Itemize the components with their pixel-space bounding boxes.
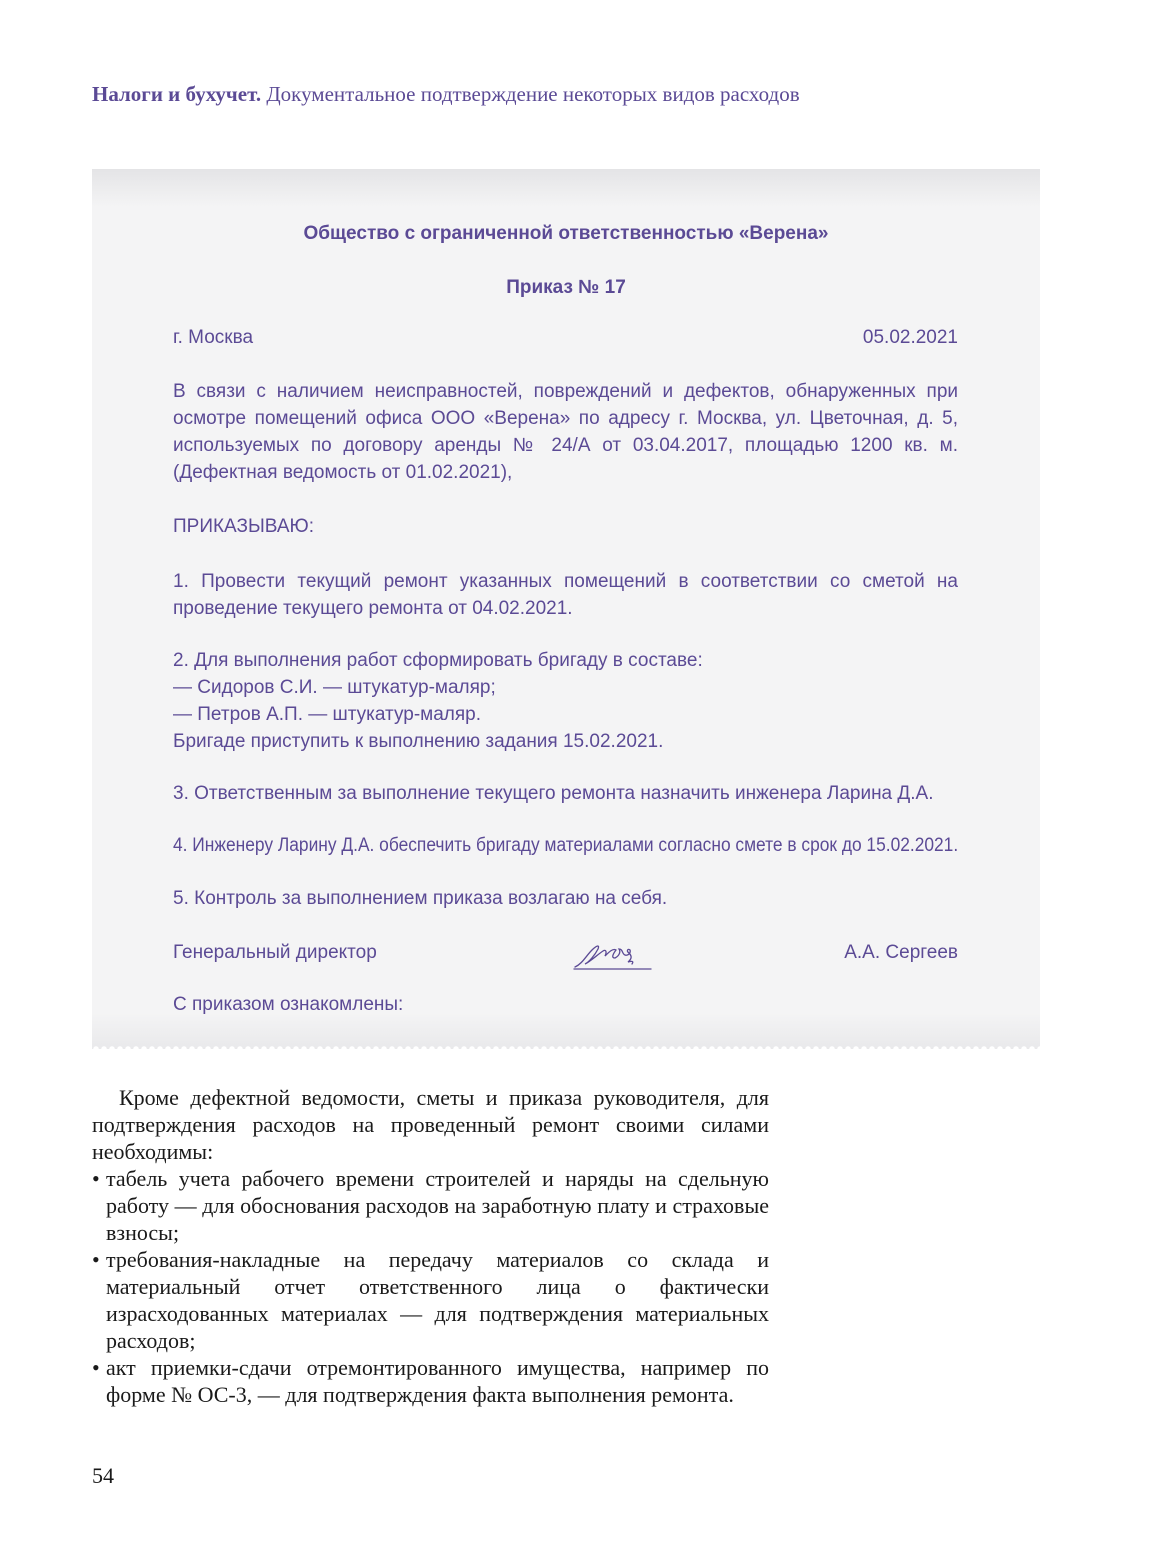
brigade-member-2: — Петров А.П. — штукатур-маляр. xyxy=(173,704,482,725)
signer-position: Генеральный директор xyxy=(173,942,377,963)
running-head xyxy=(92,82,800,107)
list-item: • табель учета рабочего времени строителей и наряды на сдельную работу — для обоснования расходов на заработную плату и страховые взносы; xyxy=(92,1165,769,1246)
order-item-5: 5. Контроль за выполнением приказа возлагаю на себя. xyxy=(173,888,668,909)
order-item-3: 3. Ответственным за выполнение текущего ремонта назначить инженера Ларина Д.А. xyxy=(173,783,934,804)
handwritten-signature xyxy=(572,940,654,972)
brigade-start: Бригаде приступить к выполнению задания 15.02.2021. xyxy=(173,731,664,752)
documents-list xyxy=(92,1165,769,1408)
order-item-4: 4. Инженеру Ларину Д.А. обеспечить бригаду материалами согласно смете в срок до 15.02.2021. xyxy=(173,835,959,856)
body-intro: Кроме дефектной ведомости, сметы и приказа руководителя, для подтверждения расходов на проведенный ремонт своими силами необходимы: xyxy=(92,1085,769,1164)
order-preamble: В связи с наличием неисправностей, повреждений и дефектов, обнаруженных при осмотре помещений офиса ООО «Верена» по адресу г. Москва, ул. Цветочная, д. 5, используемых по договору аренды № 24/А от 03.04.2017, площадью 1200 кв. м. (Дефектная ведомость от 01.02.2021), xyxy=(173,381,958,483)
list-item: • требования-накладные на передачу материалов со склада и материальный отчет ответственного лица о фактически израсходованных материалах — для подтверждения материальных расходов; xyxy=(92,1246,769,1354)
box-bottom-shadow xyxy=(92,1013,1040,1049)
order-city: г. Москва xyxy=(173,327,254,348)
brigade-member-1: — Сидоров С.И. — штукатур-маляр; xyxy=(173,677,496,698)
order-item-1: 1. Провести текущий ремонт указанных помещений в соответствии со сметой на проведение текущего ремонта от 04.02.2021. xyxy=(173,571,958,619)
acknowledgement: С приказом ознакомлены: xyxy=(173,994,404,1015)
company-name: Общество с ограниченной ответственностью «Верена» xyxy=(303,223,829,244)
running-head-section: Налоги и бухучет. xyxy=(92,82,262,106)
signature-row xyxy=(173,942,958,964)
torn-edge xyxy=(92,1045,1040,1049)
list-item: • акт приемки-сдачи отремонтированного имущества, например по форме № ОС-3, — для подтверждения факта выполнения ремонта. xyxy=(92,1354,769,1408)
place-date-row xyxy=(173,327,958,349)
running-head-subtitle: Документальное подтверждение некоторых видов расходов xyxy=(266,82,800,106)
order-date: 05.02.2021 xyxy=(862,327,958,348)
order-keyword: ПРИКАЗЫВАЮ: xyxy=(173,516,314,537)
box-top-shadow xyxy=(92,169,1040,207)
page-number: 54 xyxy=(92,1463,114,1488)
order-title: Приказ № 17 xyxy=(506,277,626,298)
body-text xyxy=(92,1084,769,1408)
order-item-2-title: 2. Для выполнения работ сформировать бригаду в составе: xyxy=(173,650,703,671)
signer-name: А.А. Сергеев xyxy=(844,942,958,963)
